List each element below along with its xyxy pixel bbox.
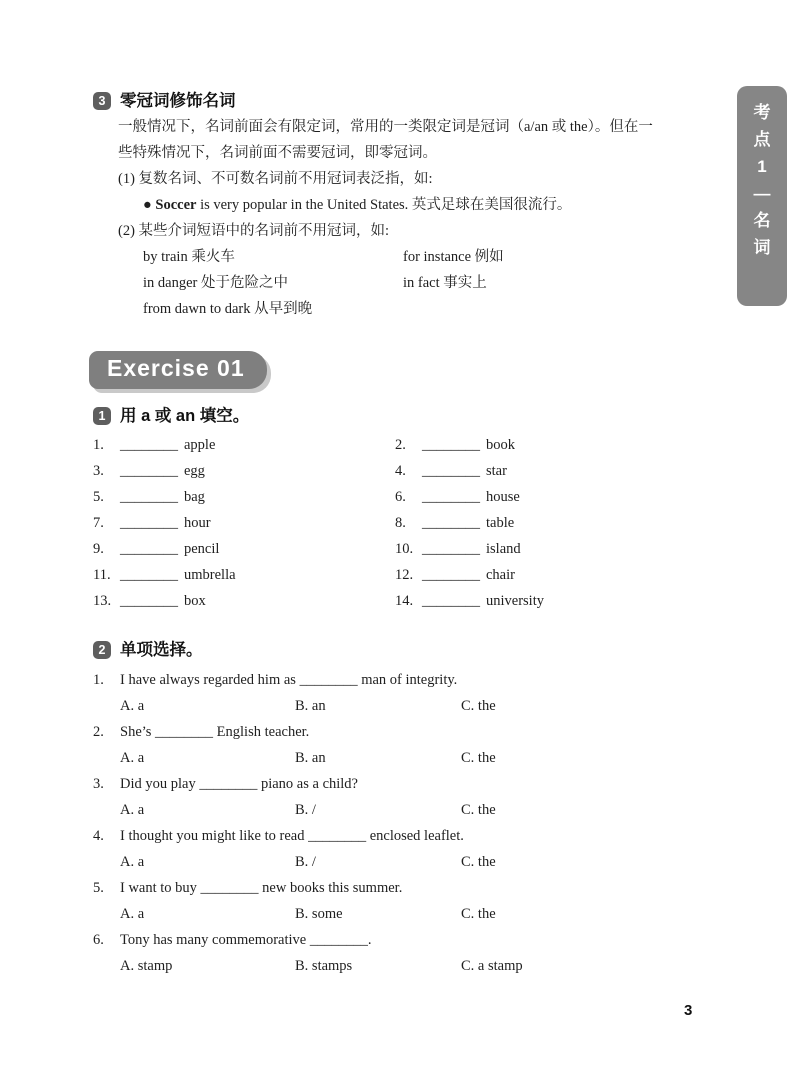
fill-item-word: island xyxy=(486,541,521,557)
page-content xyxy=(93,88,717,979)
fill-item-blank: ________ xyxy=(120,541,178,557)
example-bold-word: Soccer xyxy=(155,197,197,213)
fill-item-9 xyxy=(93,536,395,562)
option-c: C. the xyxy=(461,802,496,818)
question-text-row xyxy=(93,823,717,849)
option-c: C. the xyxy=(461,854,496,870)
question-3 xyxy=(93,771,717,823)
question-options xyxy=(93,901,717,927)
fill-in-list xyxy=(93,432,717,614)
question-number: 6. xyxy=(93,932,104,948)
fill-item-word: umbrella xyxy=(184,567,236,583)
fill-item-word: book xyxy=(486,437,515,453)
option-c: C. the xyxy=(461,750,496,766)
section3-example xyxy=(143,192,717,218)
question-text-row xyxy=(93,927,717,953)
fill-item-10 xyxy=(395,536,717,562)
page-number: 3 xyxy=(684,1002,693,1019)
fill-item-number: 12. xyxy=(395,567,414,583)
fill-item-blank: ________ xyxy=(120,463,178,479)
fill-item-blank: ________ xyxy=(422,515,480,531)
phrase-left: in danger 处于危险之中 xyxy=(143,275,288,291)
question-text-row xyxy=(93,875,717,901)
question-number: 2. xyxy=(93,724,104,740)
part2-title: 单项选择。 xyxy=(120,641,203,659)
fill-item-word: star xyxy=(486,463,507,479)
section3-number-badge: 3 xyxy=(93,92,111,110)
phrase-right: in fact 事实上 xyxy=(403,275,487,291)
side-tab-char: — xyxy=(753,184,771,203)
fill-item-word: chair xyxy=(486,567,515,583)
fill-item-blank: ________ xyxy=(422,489,480,505)
option-b: B. / xyxy=(295,802,316,818)
fill-item-word: house xyxy=(486,489,520,505)
chapter-side-tab xyxy=(737,86,787,306)
side-tab-char: 名 xyxy=(753,211,771,230)
option-c: C. the xyxy=(461,698,496,714)
section3-paragraph-line1: 一般情况下，名词前面会有限定词，常用的一类限定词是冠词（a/an 或 the）。但在一 xyxy=(118,119,653,135)
option-b: B. stamps xyxy=(295,958,353,974)
fill-item-blank: ________ xyxy=(422,437,480,453)
multiple-choice-list xyxy=(93,667,717,979)
fill-item-blank: ________ xyxy=(422,567,480,583)
fill-item-4 xyxy=(395,458,717,484)
option-a: A. a xyxy=(120,698,145,714)
fill-item-blank: ________ xyxy=(120,437,178,453)
fill-item-13 xyxy=(93,588,395,614)
fill-item-5 xyxy=(93,484,395,510)
fill-item-number: 8. xyxy=(395,515,406,531)
fill-item-11 xyxy=(93,562,395,588)
question-text: I thought you might like to read ________ enclosed leaflet. xyxy=(120,828,464,844)
option-b: B. an xyxy=(295,698,326,714)
fill-item-number: 13. xyxy=(93,593,112,609)
fill-item-number: 11. xyxy=(93,567,111,583)
section3-paragraph-line2: 些特殊情况下，名词前面不需要冠词，即零冠词。 xyxy=(118,145,437,161)
fill-item-word: box xyxy=(184,593,206,609)
fill-item-number: 5. xyxy=(93,489,104,505)
option-a: A. a xyxy=(120,854,145,870)
question-1 xyxy=(93,667,717,719)
phrase-left: by train 乘火车 xyxy=(143,249,235,265)
fill-item-number: 4. xyxy=(395,463,406,479)
fill-item-word: egg xyxy=(184,463,205,479)
option-b: B. / xyxy=(295,854,316,870)
phrase-row xyxy=(143,296,717,322)
fill-item-word: hour xyxy=(184,515,211,531)
side-tab-char: 点 xyxy=(753,130,771,149)
part1-number-badge: 1 xyxy=(93,407,111,425)
fill-item-number: 7. xyxy=(93,515,104,531)
question-number: 4. xyxy=(93,828,104,844)
section3-rule1: (1) 复数名词、不可数名词前不用冠词表泛指，如: xyxy=(118,171,433,187)
fill-item-blank: ________ xyxy=(120,593,178,609)
option-a: A. a xyxy=(120,802,145,818)
part1-title: 用 a 或 an 填空。 xyxy=(120,407,250,425)
question-5 xyxy=(93,875,717,927)
fill-item-6 xyxy=(395,484,717,510)
fill-item-2 xyxy=(395,432,717,458)
fill-item-number: 6. xyxy=(395,489,406,505)
part2-heading xyxy=(93,637,717,663)
question-text: I want to buy ________ new books this summer. xyxy=(120,880,403,896)
phrase-right: for instance 例如 xyxy=(403,249,504,265)
part2-number-badge: 2 xyxy=(93,641,111,659)
fill-item-number: 9. xyxy=(93,541,104,557)
fill-item-3 xyxy=(93,458,395,484)
side-tab-char: 词 xyxy=(753,238,771,257)
question-options xyxy=(93,693,717,719)
option-a: A. a xyxy=(120,906,145,922)
phrase-row xyxy=(143,244,717,270)
question-text-row xyxy=(93,667,717,693)
fill-item-blank: ________ xyxy=(120,489,178,505)
fill-item-8 xyxy=(395,510,717,536)
fill-item-blank: ________ xyxy=(120,515,178,531)
fill-item-blank: ________ xyxy=(120,567,178,583)
option-a: A. a xyxy=(120,750,145,766)
fill-item-word: table xyxy=(486,515,515,531)
fill-item-number: 2. xyxy=(395,437,406,453)
fill-item-blank: ________ xyxy=(422,593,480,609)
phrase-list xyxy=(143,244,717,322)
fill-item-number: 1. xyxy=(93,437,104,453)
fill-item-7 xyxy=(93,510,395,536)
question-number: 3. xyxy=(93,776,104,792)
option-b: B. an xyxy=(295,750,326,766)
question-number: 1. xyxy=(93,672,104,688)
question-4 xyxy=(93,823,717,875)
bullet-icon: ● xyxy=(143,197,152,213)
option-a: A. stamp xyxy=(120,958,173,974)
option-c: C. the xyxy=(461,906,496,922)
question-options xyxy=(93,797,717,823)
fill-item-word: pencil xyxy=(184,541,220,557)
question-number: 5. xyxy=(93,880,104,896)
section3-title: 零冠词修饰名词 xyxy=(120,92,236,110)
question-options xyxy=(93,849,717,875)
question-2 xyxy=(93,719,717,771)
fill-item-word: university xyxy=(486,593,544,609)
question-text: She’s ________ English teacher. xyxy=(120,724,310,740)
option-b: B. some xyxy=(295,906,343,922)
fill-item-word: bag xyxy=(184,489,205,505)
section3-rule2: (2) 某些介词短语中的名词前不用冠词，如: xyxy=(118,223,390,239)
fill-item-12 xyxy=(395,562,717,588)
section3-heading xyxy=(93,88,717,114)
phrase-row xyxy=(143,270,717,296)
question-text: I have always regarded him as ________ man of integrity. xyxy=(120,672,458,688)
question-options xyxy=(93,745,717,771)
option-c: C. a stamp xyxy=(461,958,523,974)
question-text-row xyxy=(93,719,717,745)
exercise-banner-outline xyxy=(93,355,271,393)
fill-item-number: 14. xyxy=(395,593,414,609)
fill-item-1 xyxy=(93,432,395,458)
fill-item-14 xyxy=(395,588,717,614)
part1-heading xyxy=(93,403,717,429)
exercise-banner: Exercise 01 xyxy=(89,351,267,389)
phrase-left: from dawn to dark 从早到晚 xyxy=(143,301,313,317)
question-text-row xyxy=(93,771,717,797)
fill-item-blank: ________ xyxy=(422,463,480,479)
question-text: Did you play ________ piano as a child? xyxy=(120,776,358,792)
fill-item-number: 3. xyxy=(93,463,104,479)
question-6 xyxy=(93,927,717,979)
example-rest: is very popular in the United States. 英式足球在美国很流行。 xyxy=(196,197,572,213)
fill-item-word: apple xyxy=(184,437,216,453)
fill-item-number: 10. xyxy=(395,541,414,557)
question-text: Tony has many commemorative ________. xyxy=(120,932,372,948)
question-options xyxy=(93,953,717,979)
side-tab-char: 1 xyxy=(757,157,767,176)
side-tab-char: 考 xyxy=(753,103,771,122)
fill-item-blank: ________ xyxy=(422,541,480,557)
